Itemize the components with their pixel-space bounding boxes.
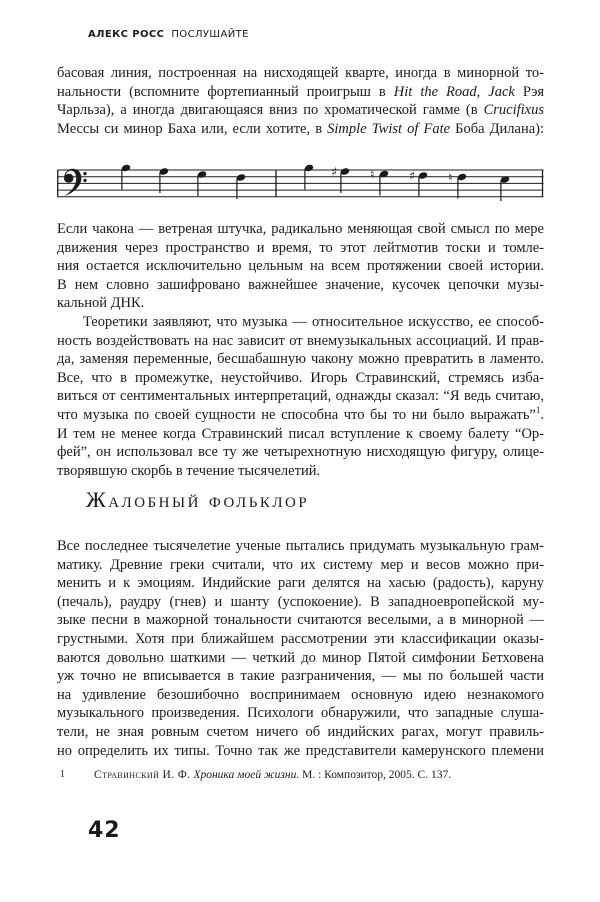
text-line: фей”, он использовал все ту же четырехнотную нисходящую фигуру, олице- xyxy=(57,444,544,461)
text-line: творявшую скорбь в течение тысячелетий. xyxy=(57,462,321,479)
text-line: Все, что в промежутке, неустойчиво. Игорь Стравинский, стремясь изба- xyxy=(57,369,544,386)
music-notation-figure xyxy=(57,163,544,209)
text-line: кальной ДНК. xyxy=(57,295,145,312)
text-line: музыкального произведения. Психологи обнаружили, что западные слуша- xyxy=(57,705,544,722)
text-line: Все последнее тысячелетие ученые пытались придумать музыкальную грам- xyxy=(57,538,544,554)
text-line: менить и к эмоциям. Индийские раги делятся на хасью (радость), каруну xyxy=(57,575,544,592)
text-line: басовая линия, построенная на нисходящей кварте, иногда в минорной то- xyxy=(57,65,544,81)
text-line: В нем словно зашифровано важнейшее значение, кусочек цепочки музы- xyxy=(57,276,544,293)
bass-clef-icon xyxy=(64,169,82,197)
text-line: Если чакона — ветреная штучка, радикально меняющая свой смысл по мере xyxy=(57,221,544,237)
text-line: Теоретики заявляют, что музыка — относительное искусство, ее способ- xyxy=(83,314,544,330)
text-line: уж точно не вписывается в такие разграничения, — мы по большей части xyxy=(57,668,544,685)
svg-text:♯: ♯ xyxy=(331,164,338,179)
bass-staff-image xyxy=(57,163,544,209)
text-line: И тем не менее когда Стравинский писал вступление к своему балету “Ор- xyxy=(57,425,544,442)
text-line: ваются довольно шаткими — четкий до минор Пятой симфонии Бетховена xyxy=(57,649,544,666)
running-header xyxy=(88,29,249,41)
paragraph xyxy=(57,313,544,480)
svg-text:♮: ♮ xyxy=(370,166,375,182)
paragraph xyxy=(57,64,544,138)
text-line: на удивление безошибочно воспринимаем основную идею незнакомого xyxy=(57,686,544,703)
text-line: ния остается исключительно цельным на всем протяжении своей истории. xyxy=(57,258,544,275)
header-book-title: ПОСЛУШАЙТЕ xyxy=(171,29,249,40)
header-author: АЛЕКС РОСС xyxy=(88,29,165,40)
footnote-text: Стравинский И. Ф. Хроника моей жизни. М. : Композитор, 2005. С. 137. xyxy=(94,769,452,781)
footnote-marker: 1 xyxy=(60,769,65,780)
footnote xyxy=(60,768,547,782)
svg-text:♮: ♮ xyxy=(448,169,453,185)
paragraph xyxy=(57,537,544,760)
text-line: тели, не зная ровным счетом ничего об индийских рагах, могут правиль- xyxy=(57,723,544,740)
paragraph xyxy=(57,220,544,313)
text-line: зыке песни в мажорной тональности считаются веселыми, а в минорной — xyxy=(57,612,544,629)
text-line: виться от сентиментальных интерпретаций, однажды сказал: “Я ведь считаю, xyxy=(57,388,544,405)
text-line: матику. Древние греки считали, что их систему мер и весов можно при- xyxy=(57,556,544,573)
svg-text:♯: ♯ xyxy=(409,168,416,183)
text-line: движения через пространство и время, то этот лейтмотив тоски и томле- xyxy=(57,239,544,256)
text-line: что музыка по своей сущности не способна что бы то ни было выражать”$^1$. xyxy=(57,405,544,423)
page-number: 42 xyxy=(88,818,121,843)
section-heading: Жалобный фольклор xyxy=(86,487,310,512)
text-line: (печаль), раудру (гнев) и шанту (успокоение). В западноевропейской му- xyxy=(57,593,544,610)
text-line: грустными. Хотя при ближайшем рассмотрении эти классификации оказы- xyxy=(57,630,544,647)
text-line: Мессы си минор Баха или, если хотите, в Simple Twist of Fate Боба Дилана): xyxy=(57,120,545,137)
text-line: да, заменяя переменные, бесшабашную чакону можно превратить в ламенто. xyxy=(57,351,544,368)
text-line: нальности (вспомните фортепианный проигрыш в Hit the Road, Jack Рэя xyxy=(57,83,544,100)
text-line: Чарльза), а иногда двигающаяся вниз по хроматической гамме (в Crucifixus xyxy=(57,102,544,119)
text-line: ность воздействовать на нас зависит от внемузыкальных ассоциаций. И прав- xyxy=(57,332,544,349)
text-line: но определить их типы. Точно так же представители камерунского племени xyxy=(57,742,544,759)
